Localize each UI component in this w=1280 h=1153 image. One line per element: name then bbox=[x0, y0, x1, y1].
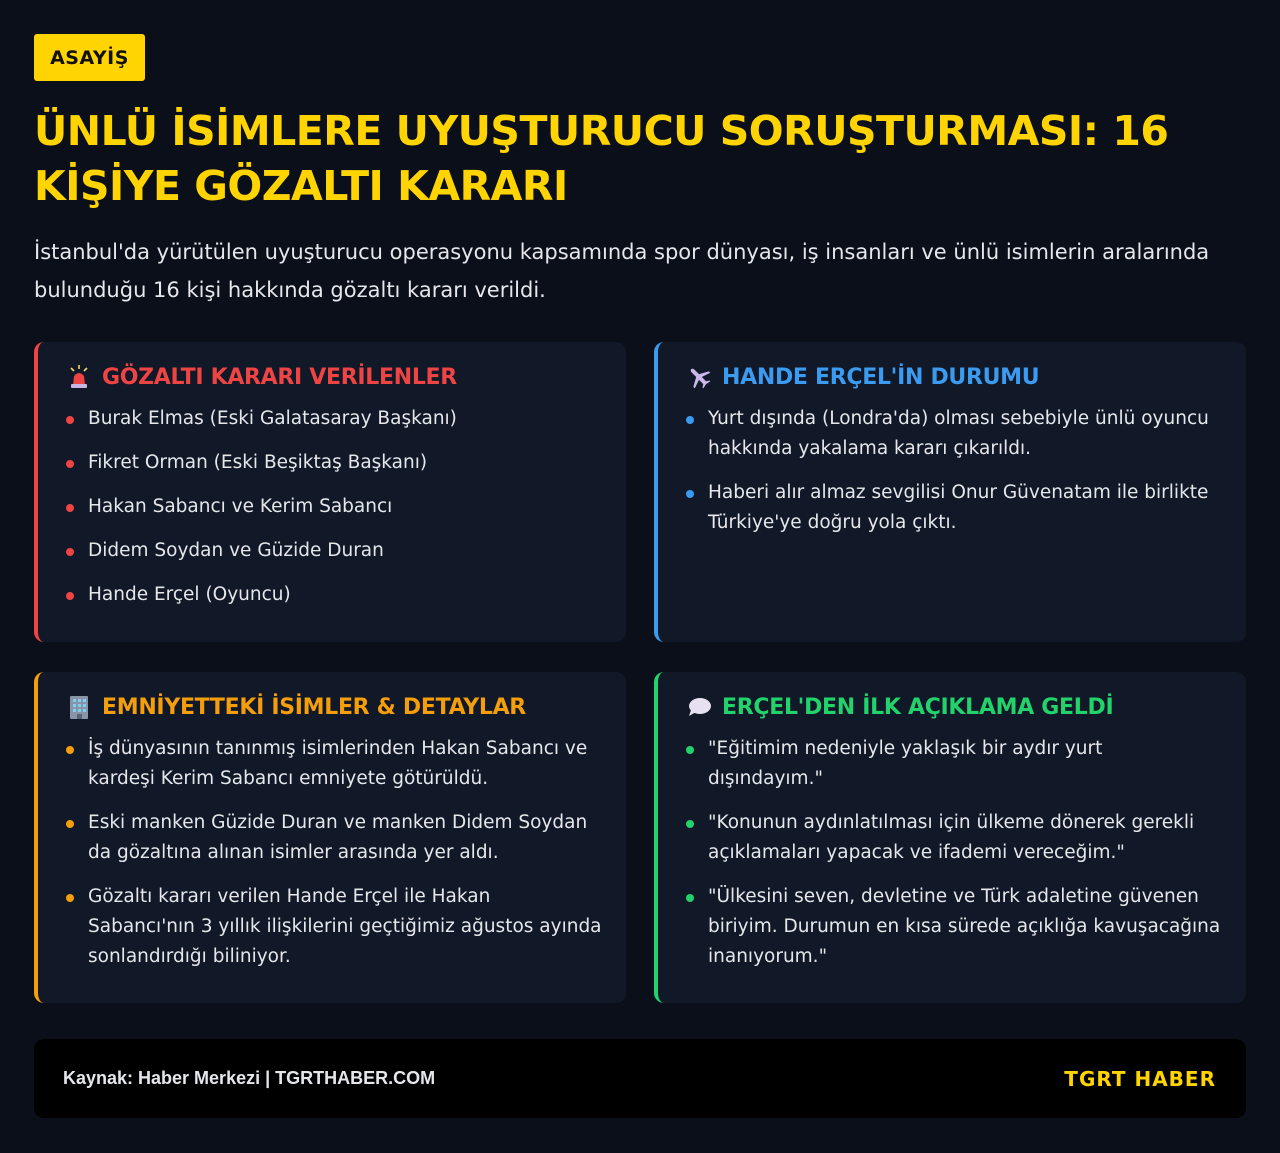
summary: İstanbul'da yürütülen uyuşturucu operasyonu kapsamında spor dünyası, iş insanları ve ünlü isimlerin aralarında bulunduğu 16 kişi hakkında gözaltı kararı verildi. bbox=[34, 240, 1210, 302]
card-title: EMNİYETTEKİ İSİMLER & DETAYLAR bbox=[102, 694, 526, 720]
bullet-icon bbox=[66, 592, 74, 600]
card-title: HANDE ERÇEL'İN DURUMU bbox=[722, 364, 1040, 390]
card-title: GÖZALTI KARARI VERİLENLER bbox=[102, 364, 457, 390]
headline: ÜNLÜ İSİMLERE UYUŞTURUCU SORUŞTURMASI: 16 KİŞİYE GÖZALTI KARARI bbox=[34, 107, 1169, 210]
bullet-icon bbox=[66, 504, 74, 512]
card-police-details bbox=[34, 672, 626, 1003]
card-first-statement bbox=[654, 672, 1246, 1003]
list-item: Fikret Orman (Eski Beşiktaş Başkanı) bbox=[66, 448, 602, 478]
list-item: "Eğitimim nedeniyle yaklaşık bir aydır yurt dışındayım." bbox=[686, 734, 1222, 794]
list-item: Gözaltı kararı verilen Hande Erçel ile Hakan Sabancı'nın 3 yıllık ilişkilerini geçtiğimiz ağustos ayında sonlandırdığı biliniyor. bbox=[66, 882, 602, 972]
footer bbox=[34, 1039, 1246, 1118]
bullet-icon bbox=[686, 746, 694, 754]
list-item: Haberi alır almaz sevgilisi Onur Güvenatam ile birlikte Türkiye'ye doğru yola çıktı. bbox=[686, 478, 1222, 538]
list-item: Hande Erçel (Oyuncu) bbox=[66, 580, 602, 610]
bullet-icon bbox=[66, 894, 74, 902]
brand-logo: TGRT HABER bbox=[1064, 1066, 1216, 1091]
speech-bubble-icon bbox=[686, 694, 712, 720]
bullet-icon bbox=[66, 460, 74, 468]
bullet-icon bbox=[66, 416, 74, 424]
card-title: ERÇEL'DEN İLK AÇIKLAMA GELDİ bbox=[722, 694, 1114, 720]
category-badge: ASAYİŞ bbox=[34, 34, 145, 81]
bullet-icon bbox=[686, 490, 694, 498]
airplane-icon bbox=[686, 364, 712, 390]
bullet-icon bbox=[686, 894, 694, 902]
bullet-icon bbox=[66, 820, 74, 828]
siren-icon bbox=[66, 364, 92, 390]
card-detained-list bbox=[34, 342, 626, 642]
list-item: Didem Soydan ve Güzide Duran bbox=[66, 536, 602, 566]
bullet-icon bbox=[66, 746, 74, 754]
bullet-icon bbox=[686, 820, 694, 828]
source-credit: Kaynak: Haber Merkezi | TGRTHABER.COM bbox=[63, 1068, 436, 1088]
card-erçel-status bbox=[654, 342, 1246, 642]
list-item: Eski manken Güzide Duran ve manken Didem Soydan da gözaltına alınan isimler arasında yer aldı. bbox=[66, 808, 602, 868]
list-item: "Konunun aydınlatılması için ülkeme dönerek gerekli açıklamaları yapacak ve ifademi vereceğim." bbox=[686, 808, 1222, 868]
list-item: Yurt dışında (Londra'da) olması sebebiyle ünlü oyuncu hakkında yakalama kararı çıkarıldı. bbox=[686, 404, 1222, 464]
list-item: İş dünyasının tanınmış isimlerinden Hakan Sabancı ve kardeşi Kerim Sabancı emniyete götürüldü. bbox=[66, 734, 602, 794]
bullet-icon bbox=[66, 548, 74, 556]
office-building-icon bbox=[66, 694, 92, 720]
list-item: Hakan Sabancı ve Kerim Sabancı bbox=[66, 492, 602, 522]
list-item: "Ülkesini seven, devletine ve Türk adaletine güvenen biriyim. Durumun en kısa sürede açıklığa kavuşacağına inanıyorum." bbox=[686, 882, 1222, 972]
bullet-icon bbox=[686, 416, 694, 424]
list-item: Burak Elmas (Eski Galatasaray Başkanı) bbox=[66, 404, 602, 434]
